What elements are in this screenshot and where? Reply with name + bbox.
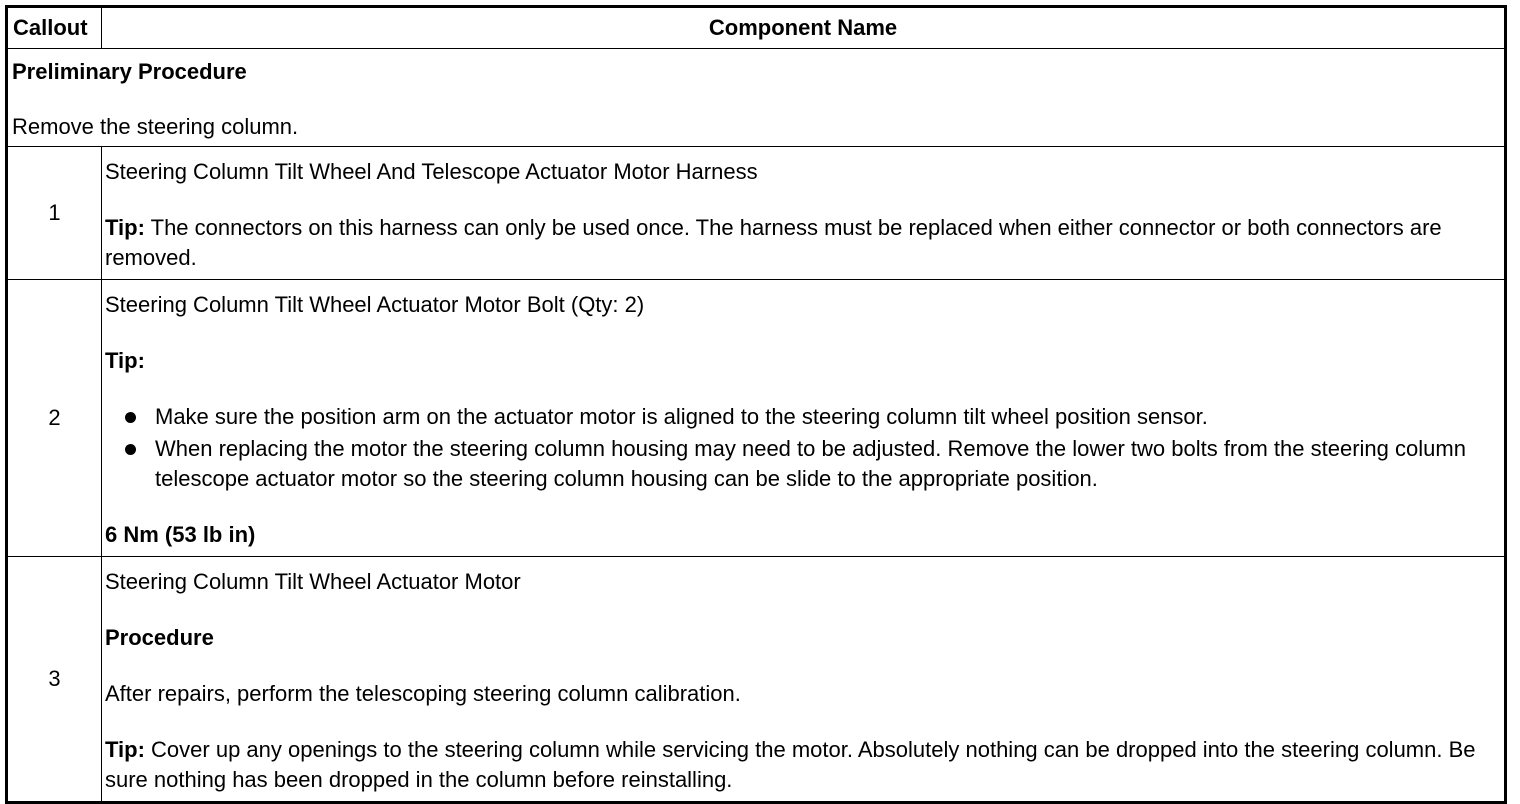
- component-table: [5, 5, 1507, 804]
- tip-paragraph: [105, 213, 1500, 273]
- bullet-icon: [125, 412, 136, 423]
- tip-paragraph: [105, 735, 1500, 795]
- bullet-icon: [125, 444, 136, 455]
- component-cell: [102, 557, 1506, 803]
- tip-bullet-list: [105, 402, 1500, 494]
- list-item-text: When replacing the motor the steering column housing may need to be adjusted. Remove the lower two bolts from the steering column telescope actuator motor so the steering column housing can be slide to the appropriate position.: [155, 436, 1466, 491]
- torque-spec: 6 Nm (53 lb in): [105, 522, 256, 547]
- table-row: [7, 147, 1506, 280]
- callout-number: 3: [7, 557, 102, 803]
- procedure-label: Procedure: [105, 625, 214, 650]
- component-name: Steering Column Tilt Wheel And Telescope Actuator Motor Harness: [105, 159, 758, 184]
- preliminary-cell: [7, 49, 1506, 147]
- component-cell: [102, 280, 1506, 557]
- preliminary-title: Preliminary Procedure: [12, 59, 247, 84]
- component-name: Steering Column Tilt Wheel Actuator Motor: [105, 569, 521, 594]
- list-item: [125, 434, 1500, 494]
- header-row: [7, 7, 1506, 49]
- tip-label: Tip:: [105, 348, 145, 373]
- list-item-text: Make sure the position arm on the actuator motor is aligned to the steering column tilt wheel position sensor.: [155, 404, 1208, 429]
- callout-number: 2: [7, 280, 102, 557]
- table-row: [7, 557, 1506, 803]
- preliminary-row: [7, 49, 1506, 147]
- tip-label: Tip:: [105, 215, 145, 240]
- table-row: [7, 280, 1506, 557]
- component-name: Steering Column Tilt Wheel Actuator Motor Bolt (Qty: 2): [105, 292, 645, 317]
- tip-text: Cover up any openings to the steering column while servicing the motor. Absolutely nothing can be dropped into the steering column. Be sure nothing has been dropped in the column before reinstalling.: [105, 737, 1476, 792]
- list-item: [125, 402, 1500, 432]
- tip-label: Tip:: [105, 737, 145, 762]
- callout-number: 1: [7, 147, 102, 280]
- procedure-text: After repairs, perform the telescoping steering column calibration.: [105, 681, 741, 706]
- component-name-header: Component Name: [102, 7, 1506, 49]
- preliminary-text: Remove the steering column.: [12, 114, 299, 139]
- tip-text: The connectors on this harness can only be used once. The harness must be replaced when either connector or both connectors are removed.: [105, 215, 1442, 270]
- component-cell: [102, 147, 1506, 280]
- callout-header: Callout: [7, 7, 102, 49]
